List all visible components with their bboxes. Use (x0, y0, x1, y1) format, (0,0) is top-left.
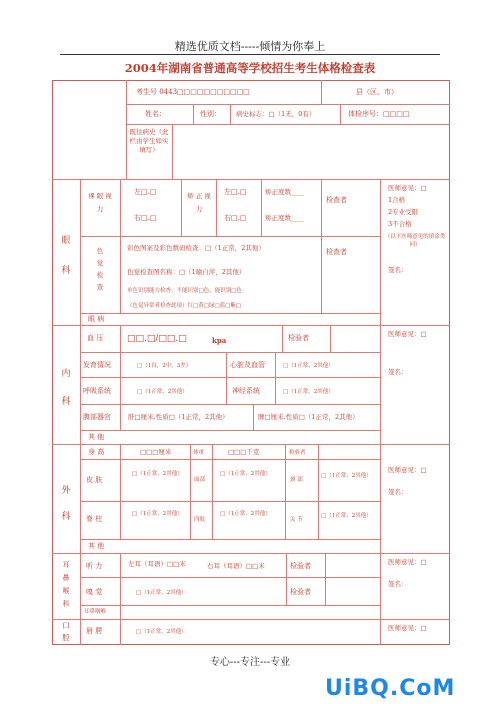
rule (120, 444, 121, 539)
rule (80, 539, 380, 540)
dev-value[interactable]: □（1良，2中，3差） (137, 363, 192, 369)
history-flag-label[interactable]: 病史标志：□（1无，0有） (236, 110, 316, 118)
joint-value[interactable]: □（1正常，2其他） (321, 513, 372, 519)
rule (282, 325, 283, 352)
rule (120, 553, 121, 619)
color-line-1[interactable]: 彩色图案及彩色数码检查：□（1正常，2其他） (127, 244, 265, 252)
eye-opt-2: 2专业受限 (388, 208, 419, 216)
rule (80, 577, 380, 578)
rule (286, 553, 287, 605)
corrected-left[interactable]: 左□.□ (224, 188, 247, 196)
rule (230, 104, 231, 125)
eye-opt-1: 1合格 (388, 196, 406, 204)
watermark: UiBQ.CoM (325, 676, 456, 701)
rule (80, 313, 380, 314)
nerve-value[interactable]: □（1正常，2其他） (283, 389, 334, 395)
rule (190, 444, 191, 539)
color-vision-label: 色觉检查 (96, 247, 104, 291)
weight-value[interactable]: □□□千克 (228, 448, 260, 456)
bp-label: 血 压 (87, 334, 104, 342)
naked-right[interactable]: 右□.□ (134, 214, 157, 222)
left-ear[interactable]: 左耳（耳语）□□米 (128, 560, 186, 568)
corrected-right[interactable]: 右□.□ (224, 214, 247, 222)
header-rule (60, 54, 440, 55)
eye-examiner-2: 检查者 (326, 248, 347, 256)
nerve-label: 神经系统 (232, 387, 260, 395)
face-value[interactable]: □（1正常，2其他） (220, 471, 271, 477)
rule (172, 124, 173, 179)
rule (80, 404, 380, 405)
rule (261, 179, 262, 236)
gender-label[interactable]: 性别： (200, 110, 221, 118)
resp-value[interactable]: □（1正常，2其他） (137, 389, 188, 395)
heart-value[interactable]: □（1正常，2其他） (283, 363, 334, 369)
section-internal: 内科 (61, 369, 71, 407)
section-mouth: 口腔 (62, 621, 70, 642)
rule (212, 444, 213, 539)
internal-doctor-opinion[interactable]: 医师意见：□ (388, 330, 427, 338)
joint-label: 关 节 (290, 517, 303, 523)
smell-label: 嗅 觉 (86, 588, 103, 596)
rule (253, 404, 254, 430)
skin-value[interactable]: □（1正常，2其他） (132, 471, 183, 477)
rule (80, 236, 380, 237)
page-header: 精选优质文档-----倾情为你奉上 (174, 40, 326, 53)
spine-label: 脊 柱 (86, 515, 103, 523)
heart-label: 心脏及血管 (230, 361, 265, 369)
corrected-vision-label: 矫 正 视 力 (187, 192, 211, 213)
rule (318, 444, 319, 539)
name-label[interactable]: 姓名： (145, 110, 166, 118)
section-surgery: 外科 (61, 486, 71, 522)
face-label: 面部 (194, 477, 206, 483)
eye-opt-note: （以下医师意见的填涂类同） (384, 234, 446, 248)
lip-label: 唇 腭 (86, 627, 103, 635)
rule (321, 179, 322, 313)
photo-area (53, 81, 126, 179)
surgery-other-label: 其 他 (88, 542, 105, 550)
height-label: 身 高 (88, 448, 105, 456)
ent-examiner-2: 检验者 (290, 588, 311, 596)
section-ent: 耳鼻喉科 (62, 561, 70, 608)
rule (380, 179, 381, 645)
color-line-4[interactable]: （色觉异常者检查此项）红□黄□绿□蓝□紫□ (127, 303, 241, 309)
ent-examiner-1: 检验者 (290, 562, 311, 570)
rule (80, 501, 380, 502)
limb-value[interactable]: □（1正常，2其他） (220, 511, 271, 517)
rule (120, 325, 121, 430)
rule (80, 179, 81, 645)
rule (193, 104, 194, 125)
rule (52, 444, 450, 445)
eye-opt-3: 3不合格 (388, 220, 412, 228)
rule (325, 553, 326, 605)
eye-sign[interactable]: 签名： (388, 266, 408, 274)
limb-label: 四肢 (194, 517, 206, 523)
neck-label: 颈 部 (290, 477, 303, 483)
surgery-examiner: 检验者 (289, 450, 306, 456)
ent-disease-label: 耳鼻咽喉 (84, 609, 107, 615)
rule (52, 325, 450, 326)
hearing-label: 听 力 (86, 562, 103, 570)
rule (80, 605, 380, 606)
rule (226, 352, 227, 404)
naked-left[interactable]: 左□.□ (134, 188, 157, 196)
rule (216, 179, 217, 236)
dev-label: 发育情况 (83, 361, 111, 369)
weight-label: 体重 (193, 450, 205, 456)
exam-seq-label[interactable]: 体检序号：□□□□ (348, 110, 410, 118)
rule (126, 104, 450, 105)
ent-sign[interactable]: 签名： (388, 580, 408, 588)
liver-value[interactable]: 肝□厘米.性质□（1正常，2其他） (128, 413, 229, 421)
rule (52, 619, 450, 620)
eye-disease-label: 眼 病 (88, 315, 105, 323)
rule (340, 104, 341, 125)
surgery-sign[interactable]: 签名： (388, 488, 408, 496)
history-label: 既往病史（此栏由学生如实填写） (129, 128, 169, 154)
rule (330, 325, 331, 352)
naked-vision-label: 裸 眼 视 力 (88, 192, 112, 213)
rule (126, 124, 450, 125)
rule (120, 179, 121, 313)
rule (52, 179, 450, 180)
page-footer: 专心---专注---专业 (209, 657, 291, 668)
rule (275, 352, 276, 404)
mouth-doctor-opinion[interactable]: 医师意见：□ (388, 624, 427, 632)
bp-unit: kpa (212, 336, 227, 345)
rule (80, 352, 380, 353)
corr-degree-2[interactable]: 矫正度数____ (265, 214, 304, 222)
bp-value[interactable]: □□.□/□□.□ (127, 334, 187, 344)
rule (120, 619, 121, 645)
rule (126, 80, 127, 180)
internal-other-label: 其 他 (88, 433, 105, 441)
neck-value[interactable]: □（1正常，2其他） (321, 473, 372, 479)
color-line-2[interactable]: 色觉检查图名称：□（1喻自萍，2其他） (127, 268, 246, 276)
rule (321, 80, 322, 105)
bp-examiner: 检验者 (288, 334, 309, 342)
surgery-doctor-opinion[interactable]: 医师意见：□ (388, 466, 427, 474)
section-eye: 眼科 (61, 236, 71, 276)
county-label[interactable]: 县（区、市） (356, 88, 398, 96)
rule (285, 444, 286, 539)
eye-doctor-opinion[interactable]: 医师意见：□ (388, 184, 427, 192)
resp-label: 呼吸系统 (83, 387, 111, 395)
eye-examiner-1: 检查者 (326, 196, 347, 204)
color-line-3[interactable]: 单色识别能力检查：不能识别□色，能识别□色 (127, 288, 242, 294)
rule (80, 377, 380, 378)
internal-sign[interactable]: 签名： (388, 368, 408, 376)
spine-value[interactable]: □（1正常，2其他） (132, 511, 183, 517)
form-title: 2004年湖南省普通高等学校招生考生体格检查表 (124, 61, 376, 75)
ent-doctor-opinion[interactable]: 医师意见：□ (388, 558, 427, 566)
spleen-value[interactable]: 脾□厘米.性质□（1正常，2其他） (258, 413, 359, 421)
abd-label: 腹部器官 (83, 413, 111, 421)
rule (52, 553, 450, 554)
smell-value[interactable]: □（1正常，2其他） (136, 590, 187, 596)
rule (80, 430, 380, 431)
rule (181, 179, 182, 236)
lip-value[interactable]: □（1正常，2其他） (136, 629, 187, 635)
exam-no-label[interactable]: 考生号 0443□□□□□□□□□□□ (136, 88, 250, 96)
rule (80, 459, 380, 460)
corr-degree-1[interactable]: 矫正度数____ (265, 188, 304, 196)
right-ear[interactable]: 右耳（耳语）□□米 (207, 562, 265, 570)
skin-label: 皮 肤 (86, 476, 103, 484)
height-value[interactable]: □□□厘米 (140, 448, 172, 456)
